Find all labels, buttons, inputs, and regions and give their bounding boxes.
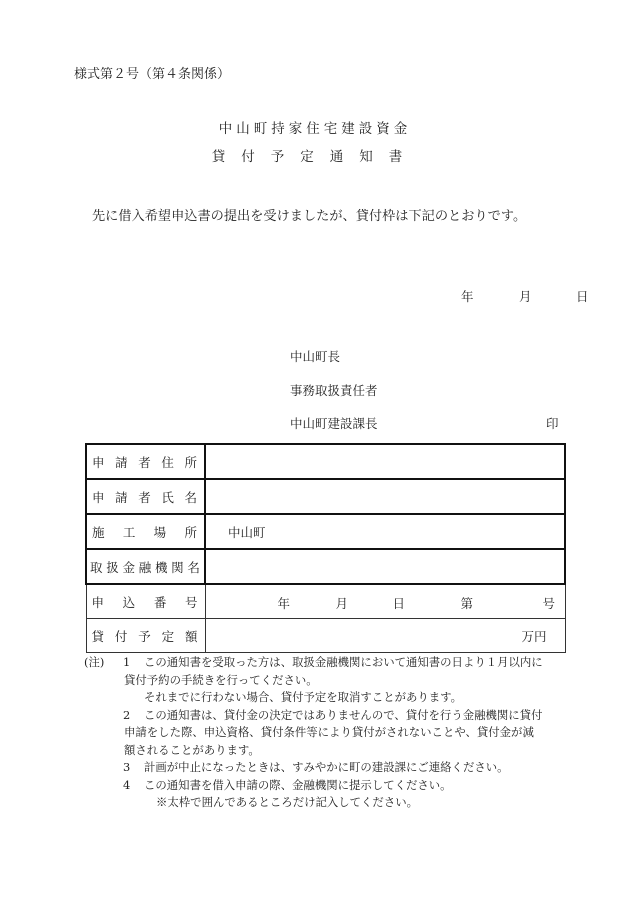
note-line: 額されることがあります。 [124,742,260,757]
note-line: 計画が中止になったときは、すみやかに町の建設課にご連絡ください。 [144,760,509,774]
note-item-2 [84,707,568,760]
document-title-line2: 貸付予定通知書 [211,149,419,165]
table-row [86,479,565,514]
notes-section [84,654,568,812]
date-day-label: 日 [576,289,589,304]
table-row [86,514,565,549]
note-line: 申請をした際、申込資格、貸付条件等により貸付がされないことや、貸付金が減 [124,725,534,739]
notes-footnote: ※太枠で囲んであるところだけ記入してください。 [156,795,418,809]
table-row [86,549,565,584]
note-line: 貸付予約の手続きを行ってください。 [124,672,318,687]
applicant-address-label: 申 請 者 住 所 [86,444,205,479]
application-number-label: 申 込 番 号 [86,584,205,619]
note-number: 3 [123,760,131,774]
applicant-address-field[interactable] [205,444,565,479]
notes-label: (注) [84,655,105,669]
note-number: 1 [123,655,131,669]
planned-amount-field[interactable]: 万円 [205,619,565,653]
seal-mark: 印 [546,416,559,431]
note-item-1 [84,654,568,707]
date-month-label: 月 [519,289,532,304]
document-title-line1: 中山町持家住宅建設資金 [218,121,412,137]
note-line: この通知書を借入申請の際、金融機関に提示してください。 [144,777,452,792]
form-number: 様式第２号（第４条関係） [74,67,231,82]
note-number: 4 [123,777,131,792]
signatory-mayor: 中山町長 [290,349,341,364]
construction-site-field[interactable]: 中山町 [205,514,565,549]
note-number: 2 [123,707,131,722]
app-number-dai-unit: 第 [460,596,474,611]
planned-amount-label: 貸 付 予 定 額 [86,619,205,653]
application-number-field[interactable] [205,584,565,619]
signatory-section-chief: 中山町建設課長 [290,416,378,431]
application-table [85,443,566,653]
note-line: この通知書は、貸付金の決定ではありませんので、貸付を行う金融機関に貸付 [144,707,543,722]
intro-text: 先に借入希望申込書の提出を受けましたが、貸付枠は下記のとおりです。 [92,209,527,224]
app-number-year-unit: 年 [277,596,291,611]
note-item-3 [84,759,568,777]
signatory-officer: 事務取扱責任者 [290,383,378,398]
app-number-month-unit: 月 [335,596,349,611]
date-year-label: 年 [461,289,474,304]
app-number-go-unit: 号 [542,596,556,611]
note-item-4 [84,777,568,795]
app-number-day-unit: 日 [392,596,406,611]
bank-name-field[interactable] [205,549,565,584]
applicant-name-field[interactable] [205,479,565,514]
note-extra: それまでに行わない場合、貸付予定を取消すことがあります。 [144,690,463,704]
construction-site-label: 施 工 場 所 [86,514,205,549]
table-row [86,584,565,619]
table-row [86,444,565,479]
applicant-name-label: 申 請 者 氏 名 [86,479,205,514]
table-row [86,619,565,653]
bank-name-label: 取 扱 金 融 機 関 名 [86,549,205,584]
note-line: この通知書を受取った方は、取扱金融機関において通知書の日より１月以内に [144,655,543,669]
